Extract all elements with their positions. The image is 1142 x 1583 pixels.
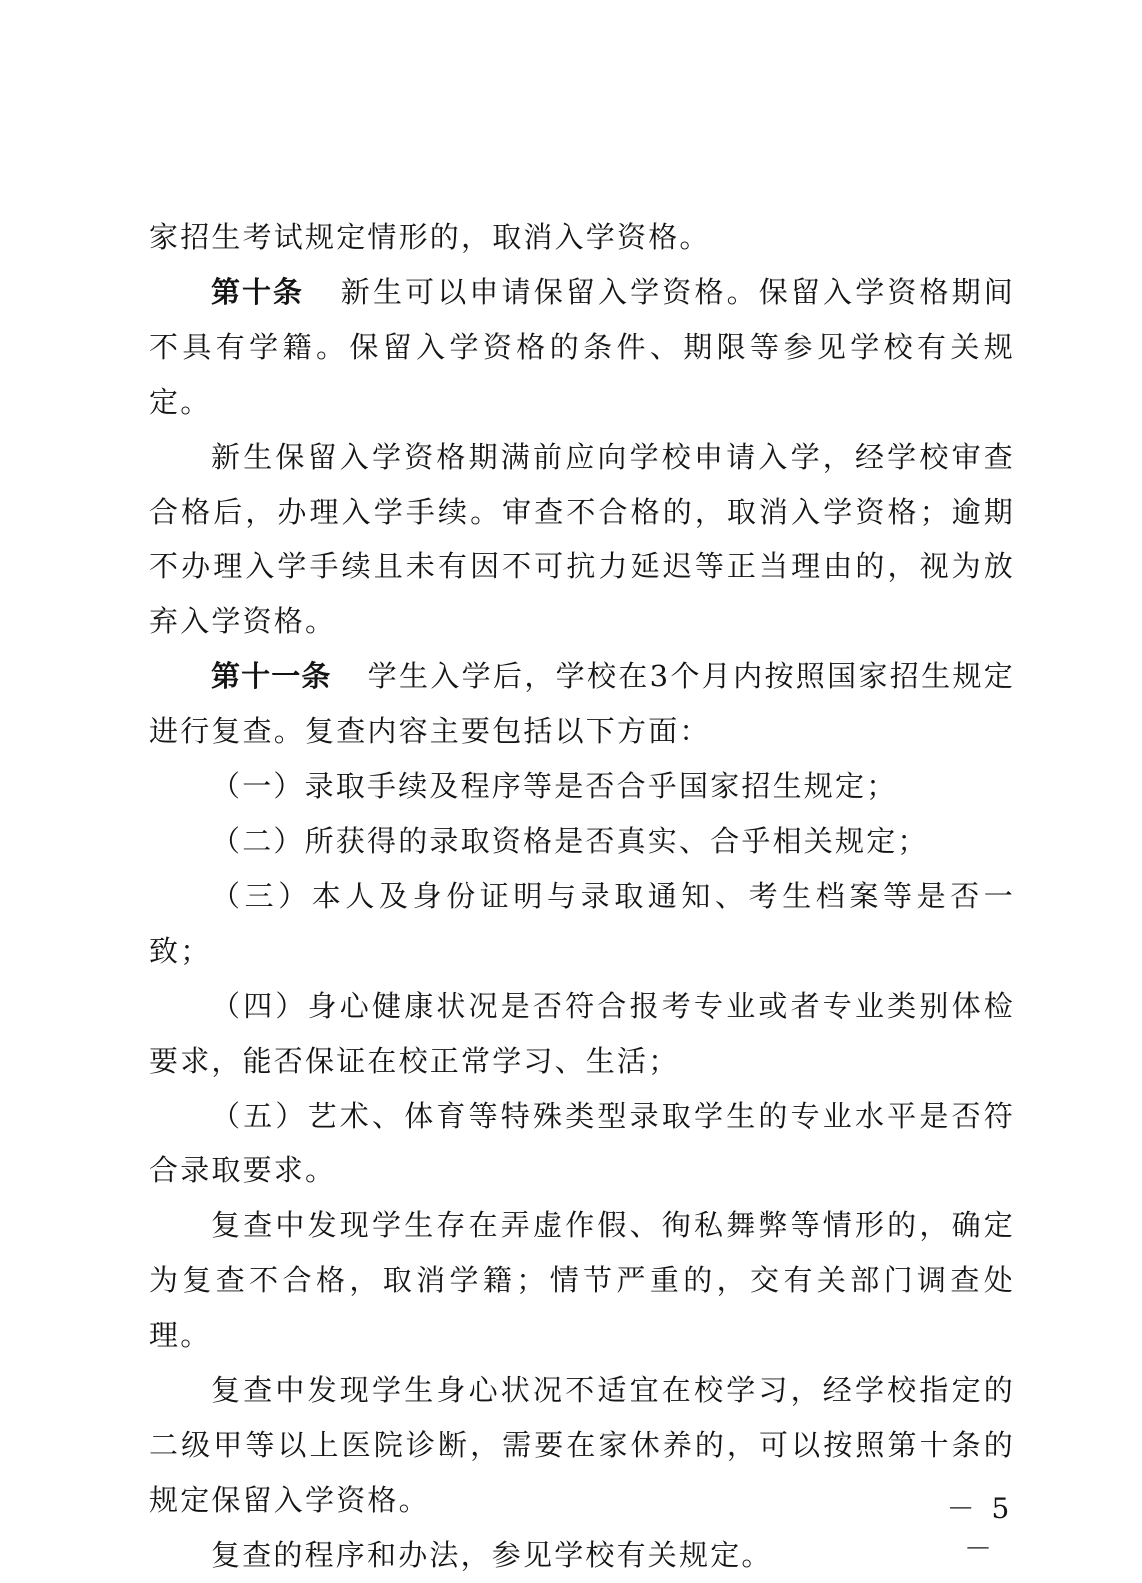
- continuation-paragraph: [149, 210, 1015, 265]
- list-item-1: [149, 759, 1015, 814]
- list-item-4: [149, 979, 1015, 1089]
- list-item-5: [149, 1089, 1015, 1199]
- article-10-heading: 第十条: [211, 274, 304, 309]
- article-11-heading: 第十一条: [211, 659, 332, 694]
- paragraph-text: 复查中发现学生身心状况不适宜在校学习，经学校指定的二级甲等以上医院诊断，需要在家休养的，可以按照第十条的规定保留入学资格。: [149, 1373, 1015, 1517]
- list-item-text: （一）录取手续及程序等是否合乎国家招生规定；: [211, 769, 898, 804]
- health-paragraph: [149, 1363, 1015, 1528]
- paragraph-text: 学生入学后，学校在3个月内按照国家招生规定进行复查。复查内容主要包括以下方面：: [149, 659, 1015, 749]
- paragraph-text: 复查中发现学生存在弄虚作假、徇私舞弊等情形的，确定为复查不合格，取消学籍；情节严重的，交有关部门调查处理。: [149, 1208, 1015, 1353]
- paragraph-text: 复查的程序和办法，参见学校有关规定。: [211, 1537, 773, 1572]
- paragraph-text: 新生保留入学资格期满前应向学校申请入学，经学校审查合格后，办理入学手续。审查不合格的，取消入学资格；逾期不办理入学手续且未有因不可抗力延迟等正当理由的，视为放弃入学资格。: [149, 439, 1015, 639]
- fraud-paragraph: [149, 1198, 1015, 1363]
- list-item-text: （三）本人及身份证明与录取通知、考生档案等是否一致；: [149, 878, 1015, 968]
- list-item-text: （五）艺术、体育等特殊类型录取学生的专业水平是否符合录取要求。: [149, 1098, 1015, 1188]
- list-item-3: [149, 869, 1015, 979]
- reinstatement-paragraph: [149, 430, 1015, 650]
- list-item-text: （四）身心健康状况是否符合报考专业或者专业类别体检要求，能否保证在校正常学习、生活；: [149, 988, 1015, 1078]
- document-body: [149, 210, 1015, 1583]
- list-item-text: （二）所获得的录取资格是否真实、合乎相关规定；: [211, 823, 929, 858]
- procedure-paragraph: [149, 1528, 1015, 1583]
- list-item-2: [149, 814, 1015, 869]
- article-11-paragraph: [149, 649, 1015, 759]
- page-number: － 5 －: [946, 1492, 1014, 1565]
- article-10-paragraph: [149, 265, 1015, 430]
- paragraph-text: 新生可以申请保留入学资格。保留入学资格期间不具有学籍。保留入学资格的条件、期限等参见学校有关规定。: [149, 274, 1015, 419]
- paragraph-text: 家招生考试规定情形的，取消入学资格。: [149, 220, 711, 254]
